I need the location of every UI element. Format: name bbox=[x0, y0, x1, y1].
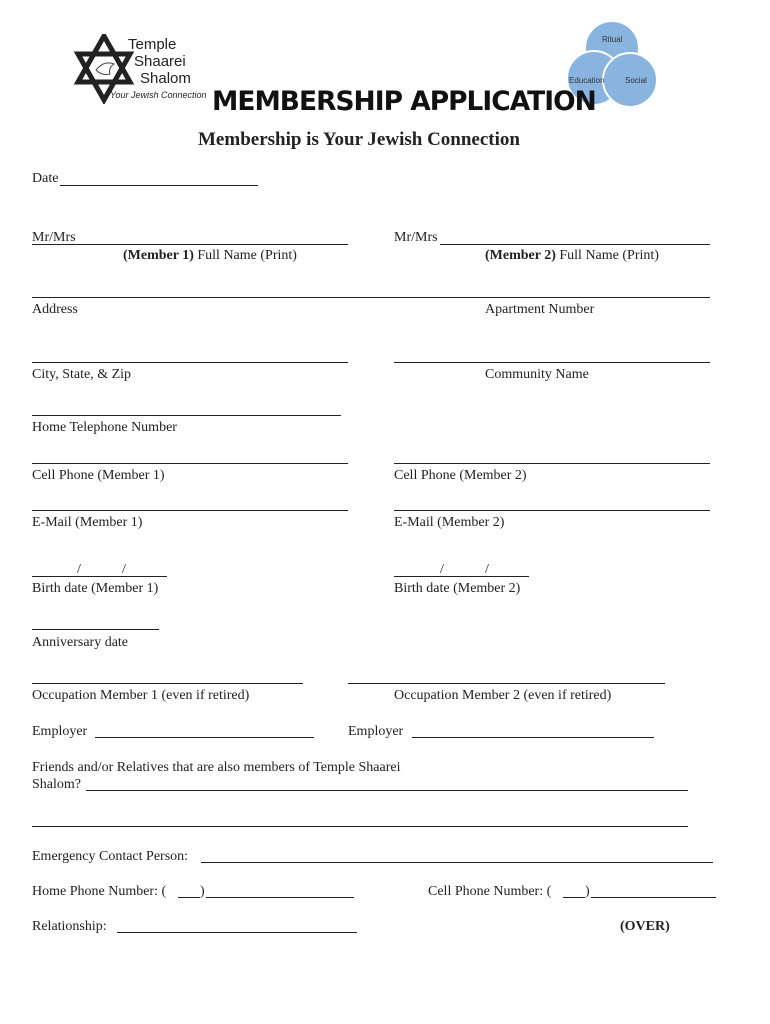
address-label: Address bbox=[32, 302, 78, 317]
member2-rest: Full Name (Print) bbox=[555, 248, 659, 263]
member2-bold: (Member 2) bbox=[485, 248, 556, 263]
community-label: Community Name bbox=[485, 367, 589, 382]
address-field[interactable] bbox=[32, 297, 710, 298]
member2-caption bbox=[485, 248, 659, 264]
employer1-label: Employer bbox=[32, 724, 88, 739]
home-phone-paren: ) bbox=[200, 884, 205, 899]
member2-name-field[interactable] bbox=[440, 244, 710, 245]
birth2-slash-1: / bbox=[440, 562, 444, 577]
city-field[interactable] bbox=[32, 362, 348, 363]
birth1-slash-1: / bbox=[77, 562, 81, 577]
logo-line-1: Temple bbox=[128, 36, 177, 53]
logo-tagline: Your Jewish Connection bbox=[110, 90, 207, 100]
cell-phone-field[interactable] bbox=[591, 897, 716, 898]
member1-name-field[interactable] bbox=[32, 244, 348, 245]
logo-line-3: Shalom bbox=[140, 70, 191, 87]
cell2-field[interactable] bbox=[394, 463, 710, 464]
birth2-slash-2: / bbox=[485, 562, 489, 577]
cell-phone-label: Cell Phone Number: ( bbox=[428, 884, 552, 899]
mr-mrs-1-label: Mr/Mrs bbox=[32, 230, 76, 245]
temple-logo bbox=[74, 34, 207, 106]
anniversary-field[interactable] bbox=[32, 629, 159, 630]
birth2-label: Birth date (Member 2) bbox=[394, 581, 521, 596]
home-phone-field[interactable] bbox=[206, 897, 354, 898]
email2-field[interactable] bbox=[394, 510, 710, 511]
birth1-field[interactable] bbox=[32, 576, 167, 577]
logo-line-2: Shaarei bbox=[134, 53, 186, 70]
employer1-field[interactable] bbox=[95, 737, 314, 738]
employer2-field[interactable] bbox=[412, 737, 654, 738]
birth1-slash-2: / bbox=[122, 562, 126, 577]
home-phone-label: Home Phone Number: ( bbox=[32, 884, 167, 899]
birth1-label: Birth date (Member 1) bbox=[32, 581, 159, 596]
venn-social: Social bbox=[625, 76, 647, 85]
emergency-contact-field[interactable] bbox=[201, 862, 713, 863]
occupation1-label: Occupation Member 1 (even if retired) bbox=[32, 688, 250, 703]
home-telephone-field[interactable] bbox=[32, 415, 341, 416]
friends-label-line1: Friends and/or Relatives that are also members of Temple Shaarei bbox=[32, 760, 401, 775]
city-label: City, State, & Zip bbox=[32, 367, 132, 382]
relationship-field[interactable] bbox=[117, 932, 357, 933]
apartment-label: Apartment Number bbox=[485, 302, 595, 317]
occupation2-field[interactable] bbox=[348, 683, 665, 684]
home-phone-area-field[interactable] bbox=[178, 897, 200, 898]
relationship-label: Relationship: bbox=[32, 919, 107, 934]
member1-caption bbox=[123, 248, 297, 264]
date-label: Date bbox=[32, 171, 59, 186]
birth2-field[interactable] bbox=[394, 576, 529, 577]
occupation2-label: Occupation Member 2 (even if retired) bbox=[394, 688, 612, 703]
member1-bold: (Member 1) bbox=[123, 248, 194, 263]
employer2-label: Employer bbox=[348, 724, 404, 739]
venn-ritual: Ritual bbox=[602, 35, 623, 44]
friends-field-1[interactable] bbox=[86, 790, 688, 791]
email1-label: E-Mail (Member 1) bbox=[32, 515, 143, 530]
friends-label-line2: Shalom? bbox=[32, 777, 81, 792]
page-subtitle: Membership is Your Jewish Connection bbox=[198, 129, 520, 150]
email2-label: E-Mail (Member 2) bbox=[394, 515, 505, 530]
occupation1-field[interactable] bbox=[32, 683, 303, 684]
home-telephone-label: Home Telephone Number bbox=[32, 420, 177, 435]
anniversary-label: Anniversary date bbox=[32, 635, 129, 650]
cell-phone-paren: ) bbox=[585, 884, 590, 899]
mr-mrs-2-label: Mr/Mrs bbox=[394, 230, 438, 245]
community-field[interactable] bbox=[394, 362, 710, 363]
cell1-label: Cell Phone (Member 1) bbox=[32, 468, 165, 483]
member1-rest: Full Name (Print) bbox=[193, 248, 297, 263]
date-field[interactable] bbox=[60, 185, 258, 186]
cell1-field[interactable] bbox=[32, 463, 348, 464]
page-title: MEMBERSHIP APPLICATION bbox=[212, 86, 596, 117]
over-label: (OVER) bbox=[620, 919, 670, 934]
friends-field-2[interactable] bbox=[32, 826, 688, 827]
cell-phone-area-field[interactable] bbox=[563, 897, 585, 898]
cell2-label: Cell Phone (Member 2) bbox=[394, 468, 527, 483]
email1-field[interactable] bbox=[32, 510, 348, 511]
venn-education: Education bbox=[569, 76, 605, 85]
emergency-contact-label: Emergency Contact Person: bbox=[32, 849, 189, 864]
